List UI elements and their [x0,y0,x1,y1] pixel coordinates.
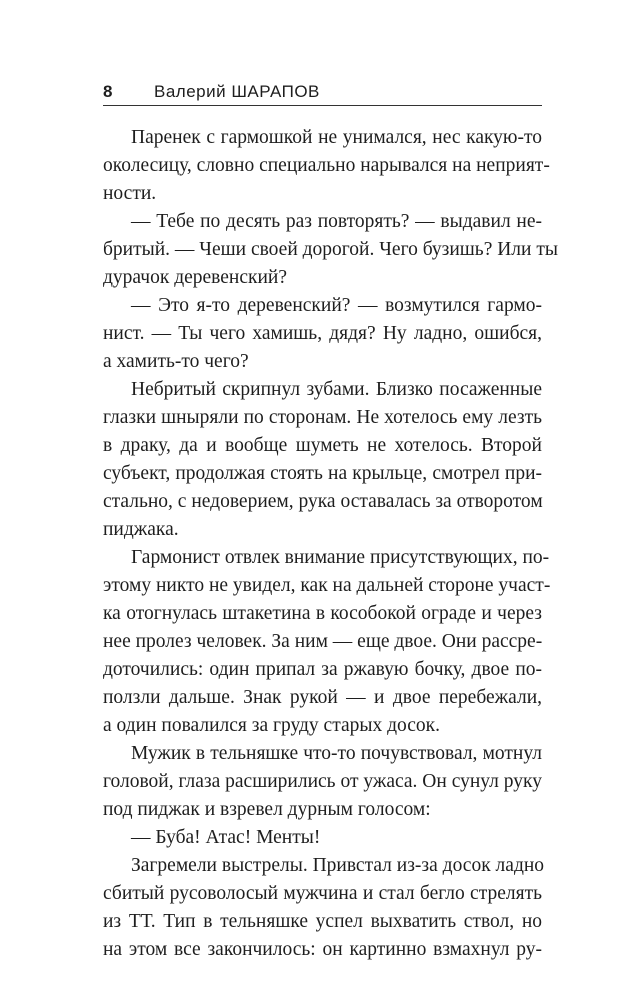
text-line: под пиджак и взревел дурным голосом: [103,799,431,820]
text-line: бритый. — Чеши своей дорогой. Чего бузишь? Или ты [103,239,558,260]
text-line: нее пролез человек. За ним — еще двое. Они рассре- [103,631,543,652]
text-line: субъект, продолжая стоять на крыльце, смотрел при- [103,463,542,484]
running-header [103,80,542,102]
text-line: ности. [103,183,157,204]
text-line: Небритый скрипнул зубами. Близко посаженные [131,379,542,400]
text-line: этому никто не увидел, как на дальней стороне участ- [103,575,551,596]
text-line: головой, глаза расширились от ужаса. Он сунул руку [103,771,542,792]
running-title: Валерий ШАРАПОВ [154,82,320,101]
text-line: ка отогнулась штакетина в кособокой ограде и через [103,603,542,624]
text-line: а хамить-то чего? [103,351,249,372]
body-text [103,124,558,964]
text-line: — Это я-то деревенский? — возмутился гармо- [131,295,542,316]
header-rule [103,105,542,106]
text-line: сбитый русоволосый мужчина и стал бегло стрелять [103,883,542,904]
text-line: а один повалился за груду старых досок. [103,715,440,736]
text-line: околесицу, словно специально нарывался на неприят- [103,155,550,176]
text-line: Мужик в тельняшке что-то почувствовал, мотнул [131,743,542,764]
text-line: Загремели выстрелы. Привстал из-за досок ладно [131,855,545,876]
text-line: глазки шныряли по сторонам. Не хотелось ему лезть [103,407,542,428]
text-line: нист. — Ты чего хамишь, дядя? Ну ладно, ошибся, [103,323,542,344]
text-line: дурачок деревенский? [103,267,288,288]
text-line: стально, с недоверием, рука оставалась за отворотом [103,491,543,512]
text-line: в драку, да и вообще шуметь не хотелось. Второй [103,435,542,456]
page-number: 8 [103,82,113,101]
text-line: на этом все закончилось: он картинно взмахнул ру- [103,939,542,960]
text-line: — Буба! Атас! Менты! [131,827,321,848]
text-line: пиджака. [103,519,179,540]
text-line: Гармонист отвлек внимание присутствующих, по- [131,547,550,568]
text-line: Паренек с гармошкой не унимался, нес какую-то [131,127,542,148]
text-line: доточились: один припал за ржавую бочку, двое по- [103,659,542,680]
text-line: — Тебе по десять раз повторять? — выдавил не- [131,211,542,232]
text-line: ползли дальше. Знак рукой — и двое перебежали, [103,687,542,708]
text-line: из ТТ. Тип в тельняшке успел выхватить ствол, но [103,911,542,932]
